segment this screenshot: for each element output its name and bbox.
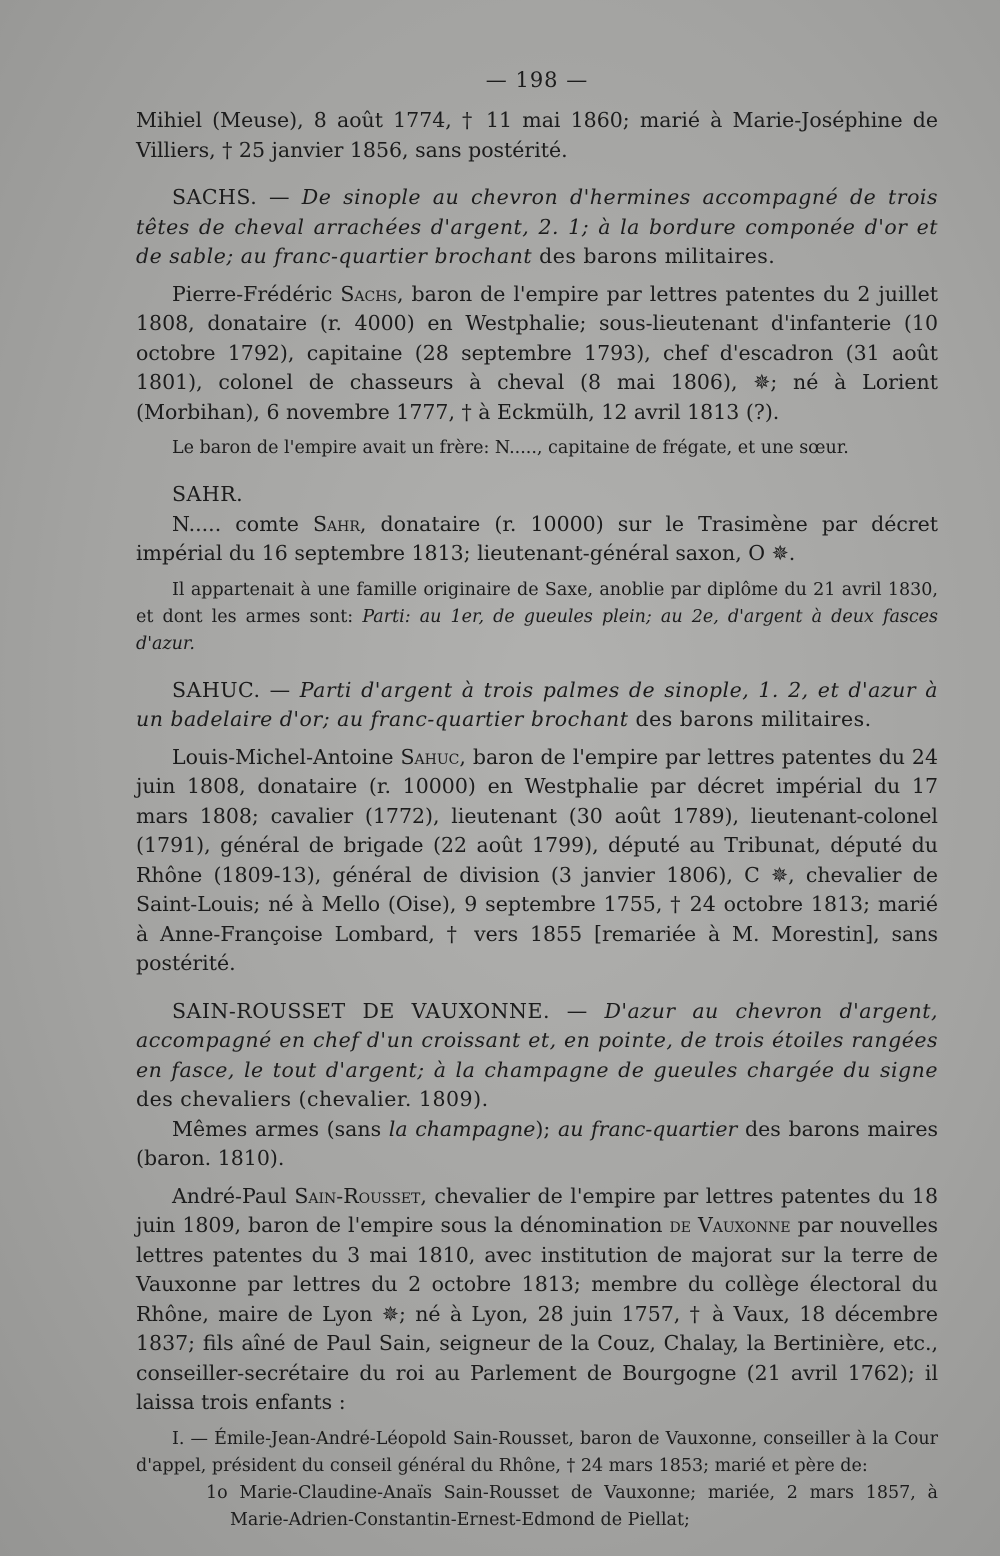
sachs-biography: Pierre-Frédéric Sachs, baron de l'empire par lettres patentes du 2 juillet 1808, donataire (r. 4000) en Westphalie; sous-lieutenant d'infanterie (10 octobre 1792), capitaine (28 septembre 1793), chef d'escadron (31 août 1801), colonel de chasseurs à cheval (8 mai 1806), ✵; né à Lorient (Morbihan), 6 novembre 1777, † à Eckmülh, 12 avril 1813 (?). (136, 281, 938, 424)
sahuc-biography: Louis-Michel-Antoine Sahuc, baron de l'empire par lettres patentes du 24 juin 1808, donataire (r. 10000) en Westphalie par décret impérial du 17 mars 1808; cavalier (1772), lieutenant (30 août 1789), lieutenant-colonel (1791), général de brigade (22 août 1799), député au Tribunat, député du Rhône (1809-13), général de division (3 janvier 1806), C ✵, chevalier de Saint-Louis; né à Mello (Oise), 9 septembre 1755, † 24 octobre 1813; marié à Anne-Françoise Lombard, † vers 1855 [remariée à M. Morestin], sans postérité. (136, 744, 938, 975)
sahr-heading: SAHR. (172, 482, 244, 506)
sahr-biography: N..... comte Sahr, donataire (r. 10000) sur le Trasimène par décret impérial du 16 septembre 1813; lieutenant-général saxon, O ✵. (136, 511, 938, 565)
sahuc-arms-blazon: Parti d'argent à trois palmes de sinople, 1. 2, et d'azur à un badelaire d'or; au franc-quartier brochant (136, 677, 938, 731)
sain-rousset-biography: André-Paul Sain-Rousset, chevalier de l'empire par lettres patentes du 18 juin 1809, baron de l'empire sous la dénomination de Vauxonne par nouvelles lettres patentes du 3 mai 1810, avec institution de majorat sur la terre de Vauxonne par lettres du 2 octobre 1813; membre du collège électoral du Rhône, maire de Lyon ✵; né à Lyon, 28 juin 1757, † à Vaux, 18 décembre 1837; fils aîné de Paul Sain, seigneur de la Couz, Chalay, la Bertinière, etc., conseiller-secrétaire du roi au Parlement de Bourgogne (21 avril 1762); il laissa trois enfants : (136, 1183, 939, 1414)
sachs-arms-blazon: De sinople au chevron d'hermines accompagné de trois têtes de cheval arrachées d'argent, 2. 1; à la bordure componée d'or et de sable; au franc-quartier brochant (136, 185, 938, 268)
sahuc-heading: SAHUC. (172, 677, 261, 702)
sachs-heading: SACHS. (172, 185, 258, 209)
sachs-note: Le baron de l'empire avait un frère: N....., capitaine de frégate, et une sœur. (172, 438, 849, 458)
sahr-note: Il appartenait à une famille originaire de Saxe, anoblie par diplôme du 21 avril 1830, et dont les armes sont: Parti: au 1er, de gueules plein; au 2e, d'argent à deux fasces d'azur. (136, 579, 939, 654)
page-number: — 198 — (485, 68, 589, 92)
descendant-item-1: I. — Émile-Jean-André-Léopold Sain-Rousset, baron de Vauxonne, conseiller à la Cour d'appel, président du conseil général du Rhône, † 24 mars 1853; marié et père de: (136, 1428, 938, 1476)
sain-rousset-arms: SAIN-ROUSSET DE VAUXONNE. — D'azur au chevron d'argent, accompagné en chef d'un croissant et, en pointe, de trois étoiles rangées en fasce, le tout d'argent; à la champagne de gueules chargée du signe des chevaliers (chevalier. 1809). (136, 998, 938, 1111)
sahuc-arms: SAHUC. — Parti d'argent à trois palmes de sinople, 1. 2, et d'azur à un badelaire d'or; au franc-quartier brochant des barons militaires. (136, 677, 938, 731)
sachs-arms: SACHS. — De sinople au chevron d'hermines accompagné de trois têtes de cheval arrachées d'argent, 2. 1; à la bordure componée d'or et de sable; au franc-quartier brochant des barons militaires. (136, 185, 938, 268)
sain-rousset-heading: SAIN-ROUSSET DE VAUXONNE. (172, 998, 550, 1023)
sain-rousset-arms-blazon: D'azur au chevron d'argent, accompagné en chef d'un croissant et, en pointe, de trois étoiles rangées en fasce, le tout d'argent; à la champagne de gueules chargée du signe (136, 998, 938, 1082)
descendant-item-1a: 1o Marie-Claudine-Anaïs Sain-Rousset de Vauxonne; mariée, 2 mars 1857, à Marie-Adrien-Constantin-Ernest-Edmond de Piellat; (206, 1482, 938, 1530)
sain-rousset-arms-variant: Mêmes armes (sans la champagne); au franc-quartier des barons maires (baron. 1810). (136, 1116, 939, 1170)
continuation-paragraph: Mihiel (Meuse), 8 août 1774, † 11 mai 1860; marié à Marie-Joséphine de Villiers, † 25 janvier 1856, sans postérité. (136, 108, 938, 162)
